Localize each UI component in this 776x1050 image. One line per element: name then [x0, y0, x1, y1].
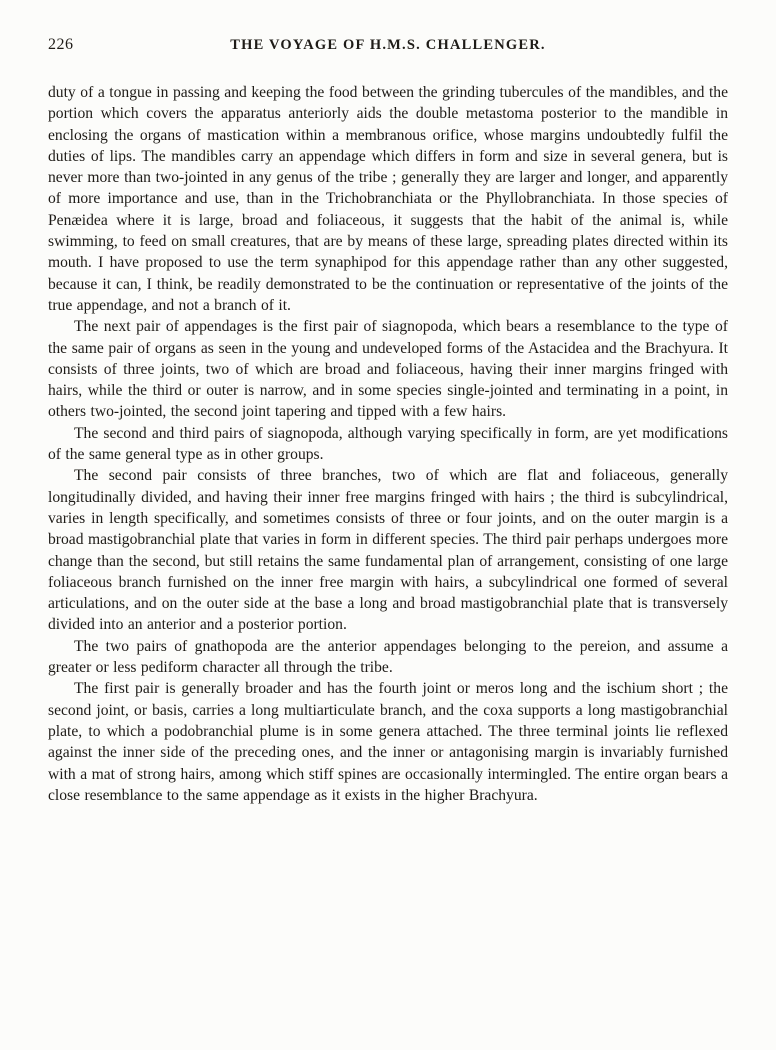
- running-title: THE VOYAGE OF H.M.S. CHALLENGER.: [230, 37, 546, 53]
- paragraph: The second pair consists of three branches, two of which are flat and foliaceous, generally longitudinally divided, and having their inner free margins fringed with hairs ; the third is subcylindrical, varies in length specifically, and sometimes consists of three or four joints, and on the outer margin is a broad mastigobranchial plate that varies in form in different species. The third pair perhaps undergoes more change than the second, but still retains the same fundamental plan of arrangement, consisting of one large foliaceous branch furnished on the inner free margin with hairs, a subcylindrical one formed of several articulations, and on the outer side at the base a long and broad mastigobranchial plate that is transversely divided into an anterior and a posterior portion.: [48, 467, 728, 634]
- paragraph: The second and third pairs of siagnopoda, although varying specifically in form, are yet modifications of the same general type as in other groups.: [48, 424, 728, 464]
- page-number: 226: [48, 36, 74, 53]
- page-header: [48, 36, 728, 64]
- paragraph: The next pair of appendages is the first pair of siagnopoda, which bears a resemblance to the type of the same pair of organs as seen in the young and undeveloped forms of the Astacidea and the Brachyura. It consists of three joints, two of which are broad and foliaceous, having their inner margins fringed with hairs, while the third or outer is narrow, and in some species single-jointed and terminating in a point, in others two-jointed, the second joint tapering and tipped with a few hairs.: [48, 318, 728, 421]
- paragraph: The two pairs of gnathopoda are the anterior appendages belonging to the pereion, and assume a greater or less pediform character all through the tribe.: [48, 637, 728, 677]
- paragraph: duty of a tongue in passing and keeping the food between the grinding tubercules of the mandibles, and the portion which covers the apparatus anteriorly aids the double metastoma posterior to the mandible in enclosing the organs of mastication within a membranous orifice, whose margins undoubtedly fulfil the duties of lips. The mandibles carry an appendage which differs in form and size in several genera, but is never more than two-jointed in any genus of the tribe ; generally they are larger and longer, and apparently of more importance and use, than in the Trichobranchiata or the Phyllobranchiata. In those species of Penæidea where it is large, broad and foliaceous, it suggests that the habit of the animal is, while swimming, to feed on small creatures, that are by means of these large, spreading plates directed within its mouth. I have proposed to use the term synaphipod for this appendage rather than any other suggested, because it can, I think, be readily demonstrated to be the continuation or representative of the joints of the true appendage, and not a branch of it.: [48, 84, 728, 314]
- paragraph: The first pair is generally broader and has the fourth joint or meros long and the ischium short ; the second joint, or basis, carries a long multiarticulate branch, and the coxa supports a long mastigobranchial plate, to which a podobranchial plume is in some genera attached. The three terminal joints lie reflexed against the inner side of the preceding ones, and the inner or antagonising margin is invariably furnished with a mat of strong hairs, among which stiff spines are occasionally intermingled. The entire organ bears a close resemblance to the same appendage as it exists in the higher Brachyura.: [48, 680, 728, 804]
- page-body: [48, 82, 728, 806]
